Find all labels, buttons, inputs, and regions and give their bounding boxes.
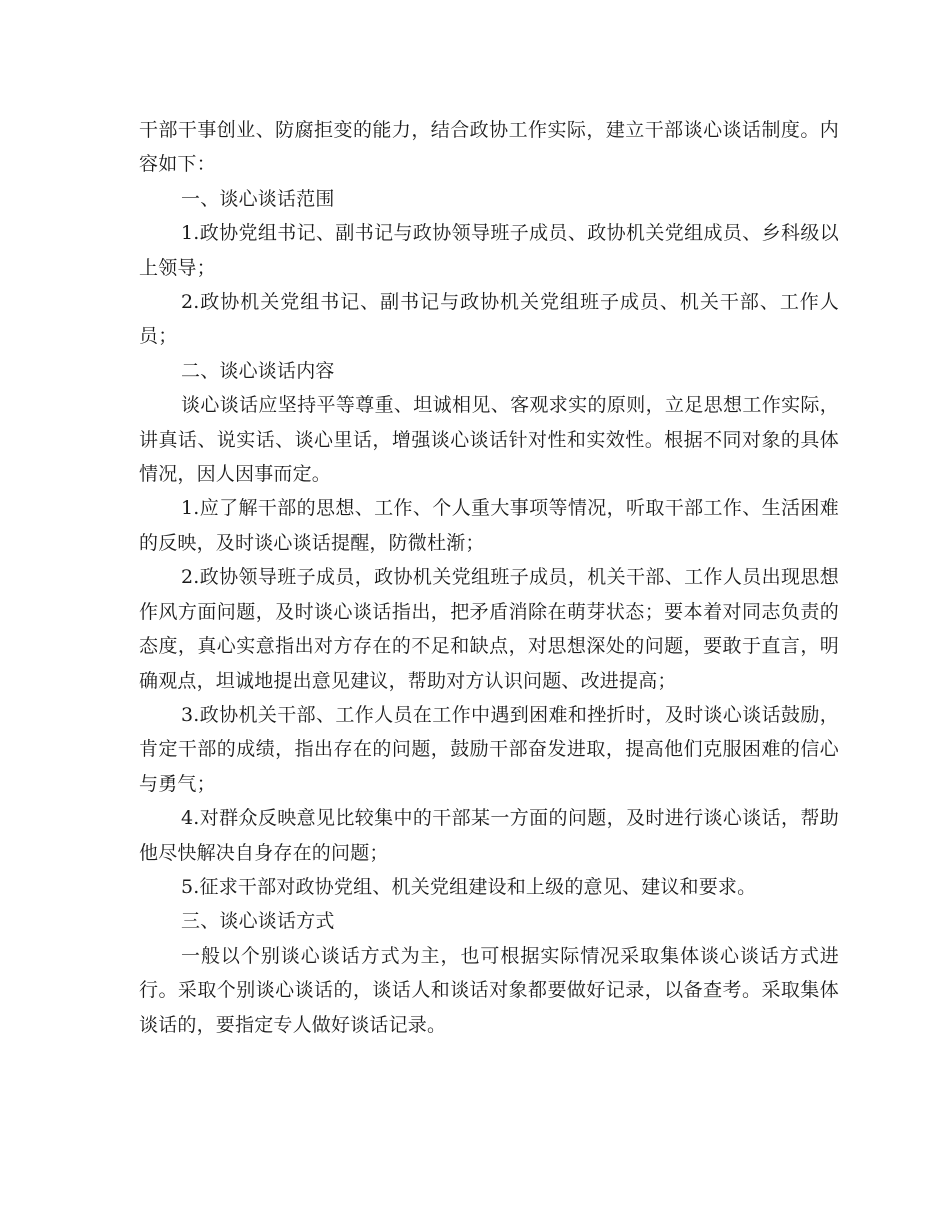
scope-item-2: 2.政协机关党组书记、副书记与政协机关党组班子成员、机关干部、工作人员； bbox=[139, 291, 839, 348]
method-body-paragraph: 一般以个别谈心谈话方式为主，也可根据实际情况采取集体谈心谈话方式进行。采取个别谈心谈话的，谈话人和谈话对象都要做好记录，以备查考。采取集体谈话的，要指定专人做好谈话记录。 bbox=[139, 944, 839, 1036]
content-item-1: 1.应了解干部的思想、工作、个人重大事项等情况，听取干部工作、生活困难的反映，及时谈心谈话提醒，防微杜渐； bbox=[139, 497, 839, 554]
section-heading-scope: 一、谈心谈话范围 bbox=[181, 187, 335, 210]
content-item-2: 2.政协领导班子成员，政协机关党组班子成员，机关干部、工作人员出现思想作风方面问题，及时谈心谈话指出，把矛盾消除在萌芽状态；要本着对同志负责的态度，真心实意指出对方存在的不足和缺点，对思想深处的问题，要敢于直言，明确观点，坦诚地提出意见建议，帮助对方认识问题、改进提高； bbox=[139, 566, 839, 692]
content-item-4: 4.对群众反映意见比较集中的干部某一方面的问题，及时进行谈心谈话，帮助他尽快解决自身存在的问题； bbox=[139, 807, 839, 864]
scope-item-1: 1.政协党组书记、副书记与政协领导班子成员、政协机关党组成员、乡科级以上领导； bbox=[139, 222, 839, 279]
section-heading-content: 二、谈心谈话内容 bbox=[181, 359, 335, 382]
content-body-paragraph: 谈心谈话应坚持平等尊重、坦诚相见、客观求实的原则，立足思想工作实际，讲真话、说实话、谈心里话，增强谈心谈话针对性和实效性。根据不同对象的具体情况，因人因事而定。 bbox=[139, 394, 839, 486]
intro-paragraph: 干部干事创业、防腐拒变的能力，结合政协工作实际，建立干部谈心谈话制度。内容如下： bbox=[139, 119, 839, 176]
section-heading-method: 三、谈心谈话方式 bbox=[181, 910, 335, 933]
content-item-3: 3.政协机关干部、工作人员在工作中遇到困难和挫折时，及时谈心谈话鼓励，肯定干部的成绩，指出存在的问题，鼓励干部奋发进取，提高他们克服困难的信心与勇气； bbox=[139, 703, 839, 795]
document-body bbox=[139, 113, 839, 1042]
content-item-5: 5.征求干部对政协党组、机关党组建设和上级的意见、建议和要求。 bbox=[181, 875, 757, 898]
